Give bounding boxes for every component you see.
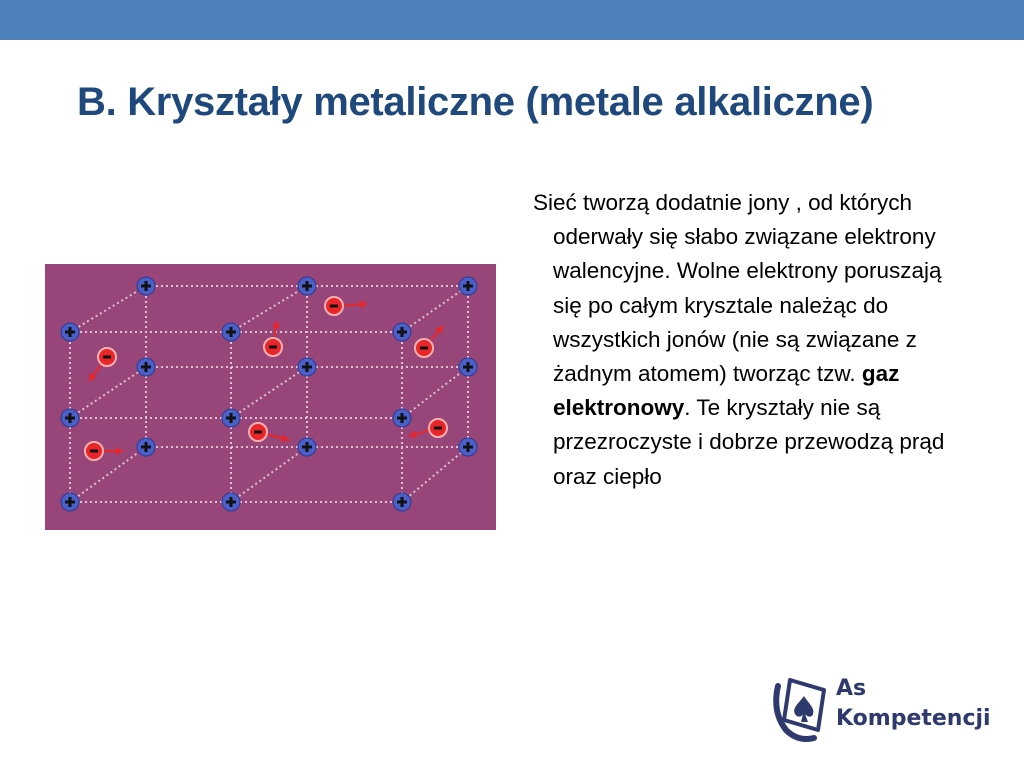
logo-text	[836, 674, 991, 734]
lattice-line	[402, 286, 468, 332]
positive-ion	[393, 323, 411, 341]
positive-ion	[137, 277, 155, 295]
logo-spade-icon	[768, 672, 832, 744]
free-electron	[325, 297, 367, 315]
body-text	[533, 186, 973, 494]
lattice-line	[70, 367, 146, 418]
lattice-line	[402, 367, 468, 418]
bold-term: gaz elektronowy	[553, 361, 900, 421]
slide-title: B. Kryształy metaliczne (metale alkaliczne)	[77, 80, 874, 124]
metal-lattice-figure	[45, 264, 496, 530]
logo-line-1: As	[836, 676, 867, 701]
positive-ion	[459, 358, 477, 376]
lattice-line	[231, 367, 307, 418]
top-accent-bar	[0, 0, 1024, 40]
free-electron	[264, 321, 282, 356]
positive-ion	[222, 323, 240, 341]
free-electron	[409, 419, 447, 438]
positive-ion	[298, 358, 316, 376]
body-paragraph	[533, 186, 973, 494]
positive-ion	[61, 409, 79, 427]
free-electron	[89, 348, 116, 381]
lattice-line	[70, 447, 146, 502]
positive-ion	[222, 493, 240, 511]
logo	[768, 672, 998, 744]
lattice-line	[231, 286, 307, 332]
lattice-line	[231, 447, 307, 502]
positive-ion	[137, 438, 155, 456]
positive-ion	[459, 277, 477, 295]
lattice-line	[70, 286, 146, 332]
free-electron	[415, 326, 443, 357]
free-electron	[249, 423, 289, 442]
positive-ion	[393, 409, 411, 427]
body-text-part-1: Sieć tworzą dodatnie jony , od których oderwały się słabo związane elektrony walencyjne. Wolne elektrony poruszają się po całym krysztale należąc do wszystkich jonów (nie są związane z żadnym atomem) tworząc tzw.	[533, 190, 942, 387]
positive-ion	[222, 409, 240, 427]
positive-ion	[137, 358, 155, 376]
body-text-part-2: . Te kryształy nie są przezroczyste i dobrze przewodzą prąd oraz ciepło	[553, 395, 945, 489]
lattice-line	[402, 447, 468, 502]
positive-ion	[459, 438, 477, 456]
positive-ion	[298, 438, 316, 456]
free-electron	[85, 442, 123, 460]
logo-line-2: Kompetencji	[836, 706, 991, 731]
positive-ion	[61, 493, 79, 511]
lattice-diagram	[45, 264, 496, 530]
positive-ion	[298, 277, 316, 295]
positive-ion	[393, 493, 411, 511]
positive-ion	[61, 323, 79, 341]
